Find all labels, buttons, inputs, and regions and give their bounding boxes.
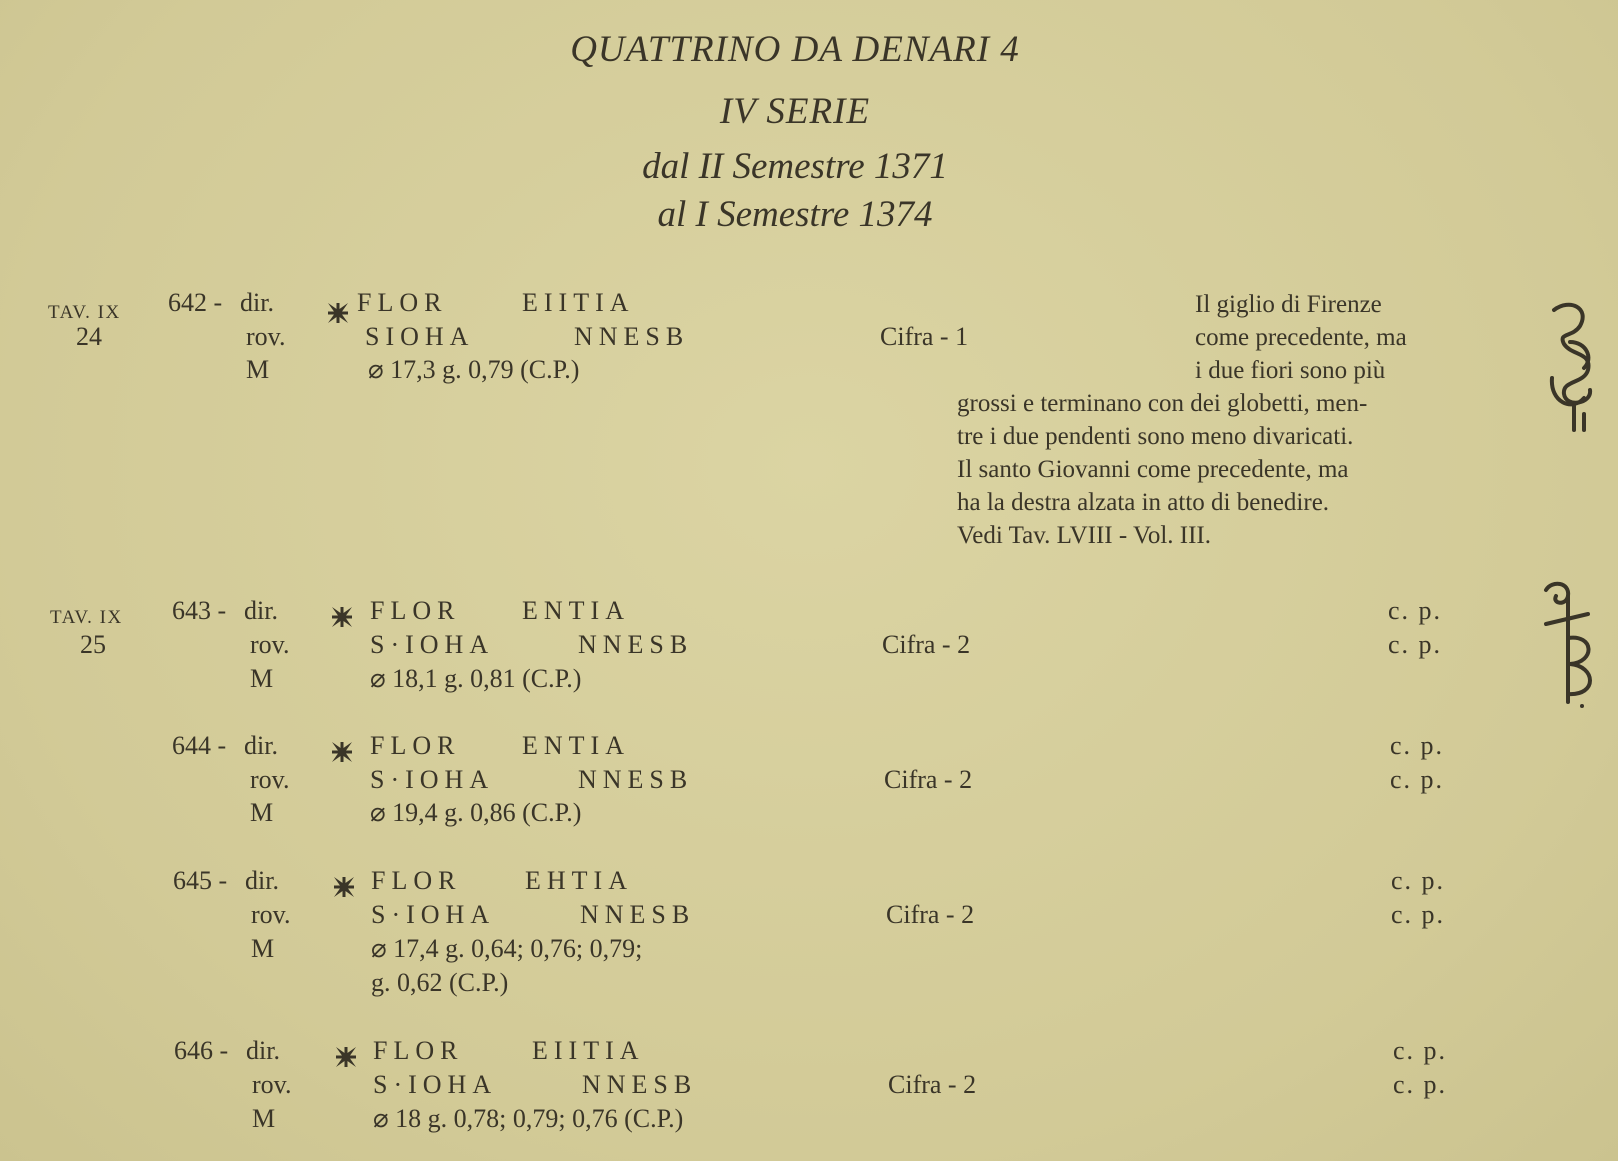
mint-mark-cifra-2-icon	[1538, 580, 1598, 710]
cross-pattee-icon	[334, 1045, 358, 1069]
m-label: M	[250, 664, 274, 693]
measurements: ⌀ 18 g. 0,78; 0,79; 0,76 (C.P.)	[373, 1104, 684, 1133]
cross-pattee-icon	[326, 301, 350, 325]
cross-pattee-icon	[330, 605, 354, 629]
m-label: M	[252, 1104, 276, 1133]
reverse-legend-right: NNESB	[580, 900, 696, 929]
cp-rov: c. p.	[1390, 765, 1445, 794]
description-line: grossi e terminano con dei globetti, men-	[957, 390, 1368, 417]
description-line: ha la destra alzata in atto di benedire.	[957, 489, 1330, 516]
measurements-continued: g. 0,62 (C.P.)	[371, 968, 509, 997]
rov-label: rov.	[250, 765, 290, 794]
rov-label: rov.	[250, 630, 290, 659]
cifra-ref: Cifra - 2	[888, 1070, 977, 1099]
obverse-legend-right: EIITIA	[532, 1036, 645, 1065]
cross-pattee-icon	[332, 875, 356, 899]
series-title: IV SERIE	[719, 91, 871, 132]
cp-dir: c. p.	[1390, 731, 1445, 760]
dir-label: dir.	[245, 866, 279, 895]
cp-dir: c. p.	[1393, 1036, 1448, 1065]
plate-number: 25	[80, 630, 106, 659]
entry-number: 642 -	[168, 288, 223, 317]
reverse-legend-left: S·IOHA	[373, 1070, 498, 1099]
rov-label: rov.	[246, 322, 286, 351]
measurements: ⌀ 17,3 g. 0,79 (C.P.)	[368, 355, 580, 384]
obverse-legend-left: FLOR	[371, 866, 462, 895]
period-to: al I Semestre 1374	[657, 194, 933, 235]
reverse-legend-right: NNESB	[578, 630, 694, 659]
reverse-legend-left: S·IOHA	[371, 900, 496, 929]
reverse-legend-left: SIOHA	[365, 322, 475, 351]
obverse-legend-right: ENTIA	[522, 596, 630, 625]
dir-label: dir.	[240, 288, 274, 317]
dir-label: dir.	[244, 596, 278, 625]
plate-ref: TAV. IX	[48, 302, 121, 323]
cp-rov: c. p.	[1388, 630, 1443, 659]
obverse-legend-right: ENTIA	[522, 731, 630, 760]
cp-rov: c. p.	[1391, 900, 1446, 929]
cifra-ref: Cifra - 2	[884, 765, 973, 794]
reverse-legend-left: S·IOHA	[370, 765, 495, 794]
entry-number: 646 -	[174, 1036, 229, 1065]
entry-number: 643 -	[172, 596, 227, 625]
reverse-legend-left: S·IOHA	[370, 630, 495, 659]
cifra-ref: Cifra - 2	[882, 630, 971, 659]
rov-label: rov.	[252, 1070, 292, 1099]
plate-ref: TAV. IX	[50, 607, 123, 628]
rov-label: rov.	[251, 900, 291, 929]
obverse-legend-right: EHTIA	[525, 866, 633, 895]
description-line: Il santo Giovanni come precedente, ma	[957, 456, 1349, 483]
obverse-legend-left: FLOR	[370, 731, 461, 760]
reverse-legend-right: NNESB	[582, 1070, 698, 1099]
dir-label: dir.	[246, 1036, 280, 1065]
description-line: i due fiori sono più	[1195, 357, 1386, 384]
mint-mark-cifra-1-icon	[1540, 298, 1600, 438]
description-line: tre i due pendenti sono meno divaricati.	[957, 423, 1354, 450]
plate-number: 24	[76, 322, 102, 351]
entry-number: 644 -	[172, 731, 227, 760]
page-title: QUATTRINO DA DENARI 4	[570, 29, 1020, 70]
description-line: Vedi Tav. LVIII - Vol. III.	[957, 522, 1212, 549]
cifra-ref: Cifra - 2	[886, 900, 975, 929]
measurements: ⌀ 19,4 g. 0,86 (C.P.)	[370, 798, 582, 827]
description-body	[957, 387, 1441, 552]
cp-rov: c. p.	[1393, 1070, 1448, 1099]
measurements: ⌀ 17,4 g. 0,64; 0,76; 0,79;	[371, 934, 643, 963]
dir-label: dir.	[244, 731, 278, 760]
m-label: M	[250, 798, 274, 827]
description-line: come precedente, ma	[1195, 324, 1407, 351]
cp-dir: c. p.	[1388, 596, 1443, 625]
m-label: M	[246, 355, 270, 384]
entry-number: 645 -	[173, 866, 228, 895]
obverse-legend-right: EIITIA	[522, 288, 635, 317]
cifra-ref: Cifra - 1	[880, 322, 969, 351]
description-line: Il giglio di Firenze	[1195, 291, 1382, 318]
description-top	[1195, 288, 1441, 387]
reverse-legend-right: NNESB	[574, 322, 690, 351]
obverse-legend-left: FLOR	[373, 1036, 464, 1065]
obverse-legend-left: FLOR	[357, 288, 448, 317]
reverse-legend-right: NNESB	[578, 765, 694, 794]
m-label: M	[251, 934, 275, 963]
cp-dir: c. p.	[1391, 866, 1446, 895]
measurements: ⌀ 18,1 g. 0,81 (C.P.)	[370, 664, 582, 693]
cross-pattee-icon	[330, 740, 354, 764]
period-from: dal II Semestre 1371	[642, 146, 948, 187]
obverse-legend-left: FLOR	[370, 596, 461, 625]
